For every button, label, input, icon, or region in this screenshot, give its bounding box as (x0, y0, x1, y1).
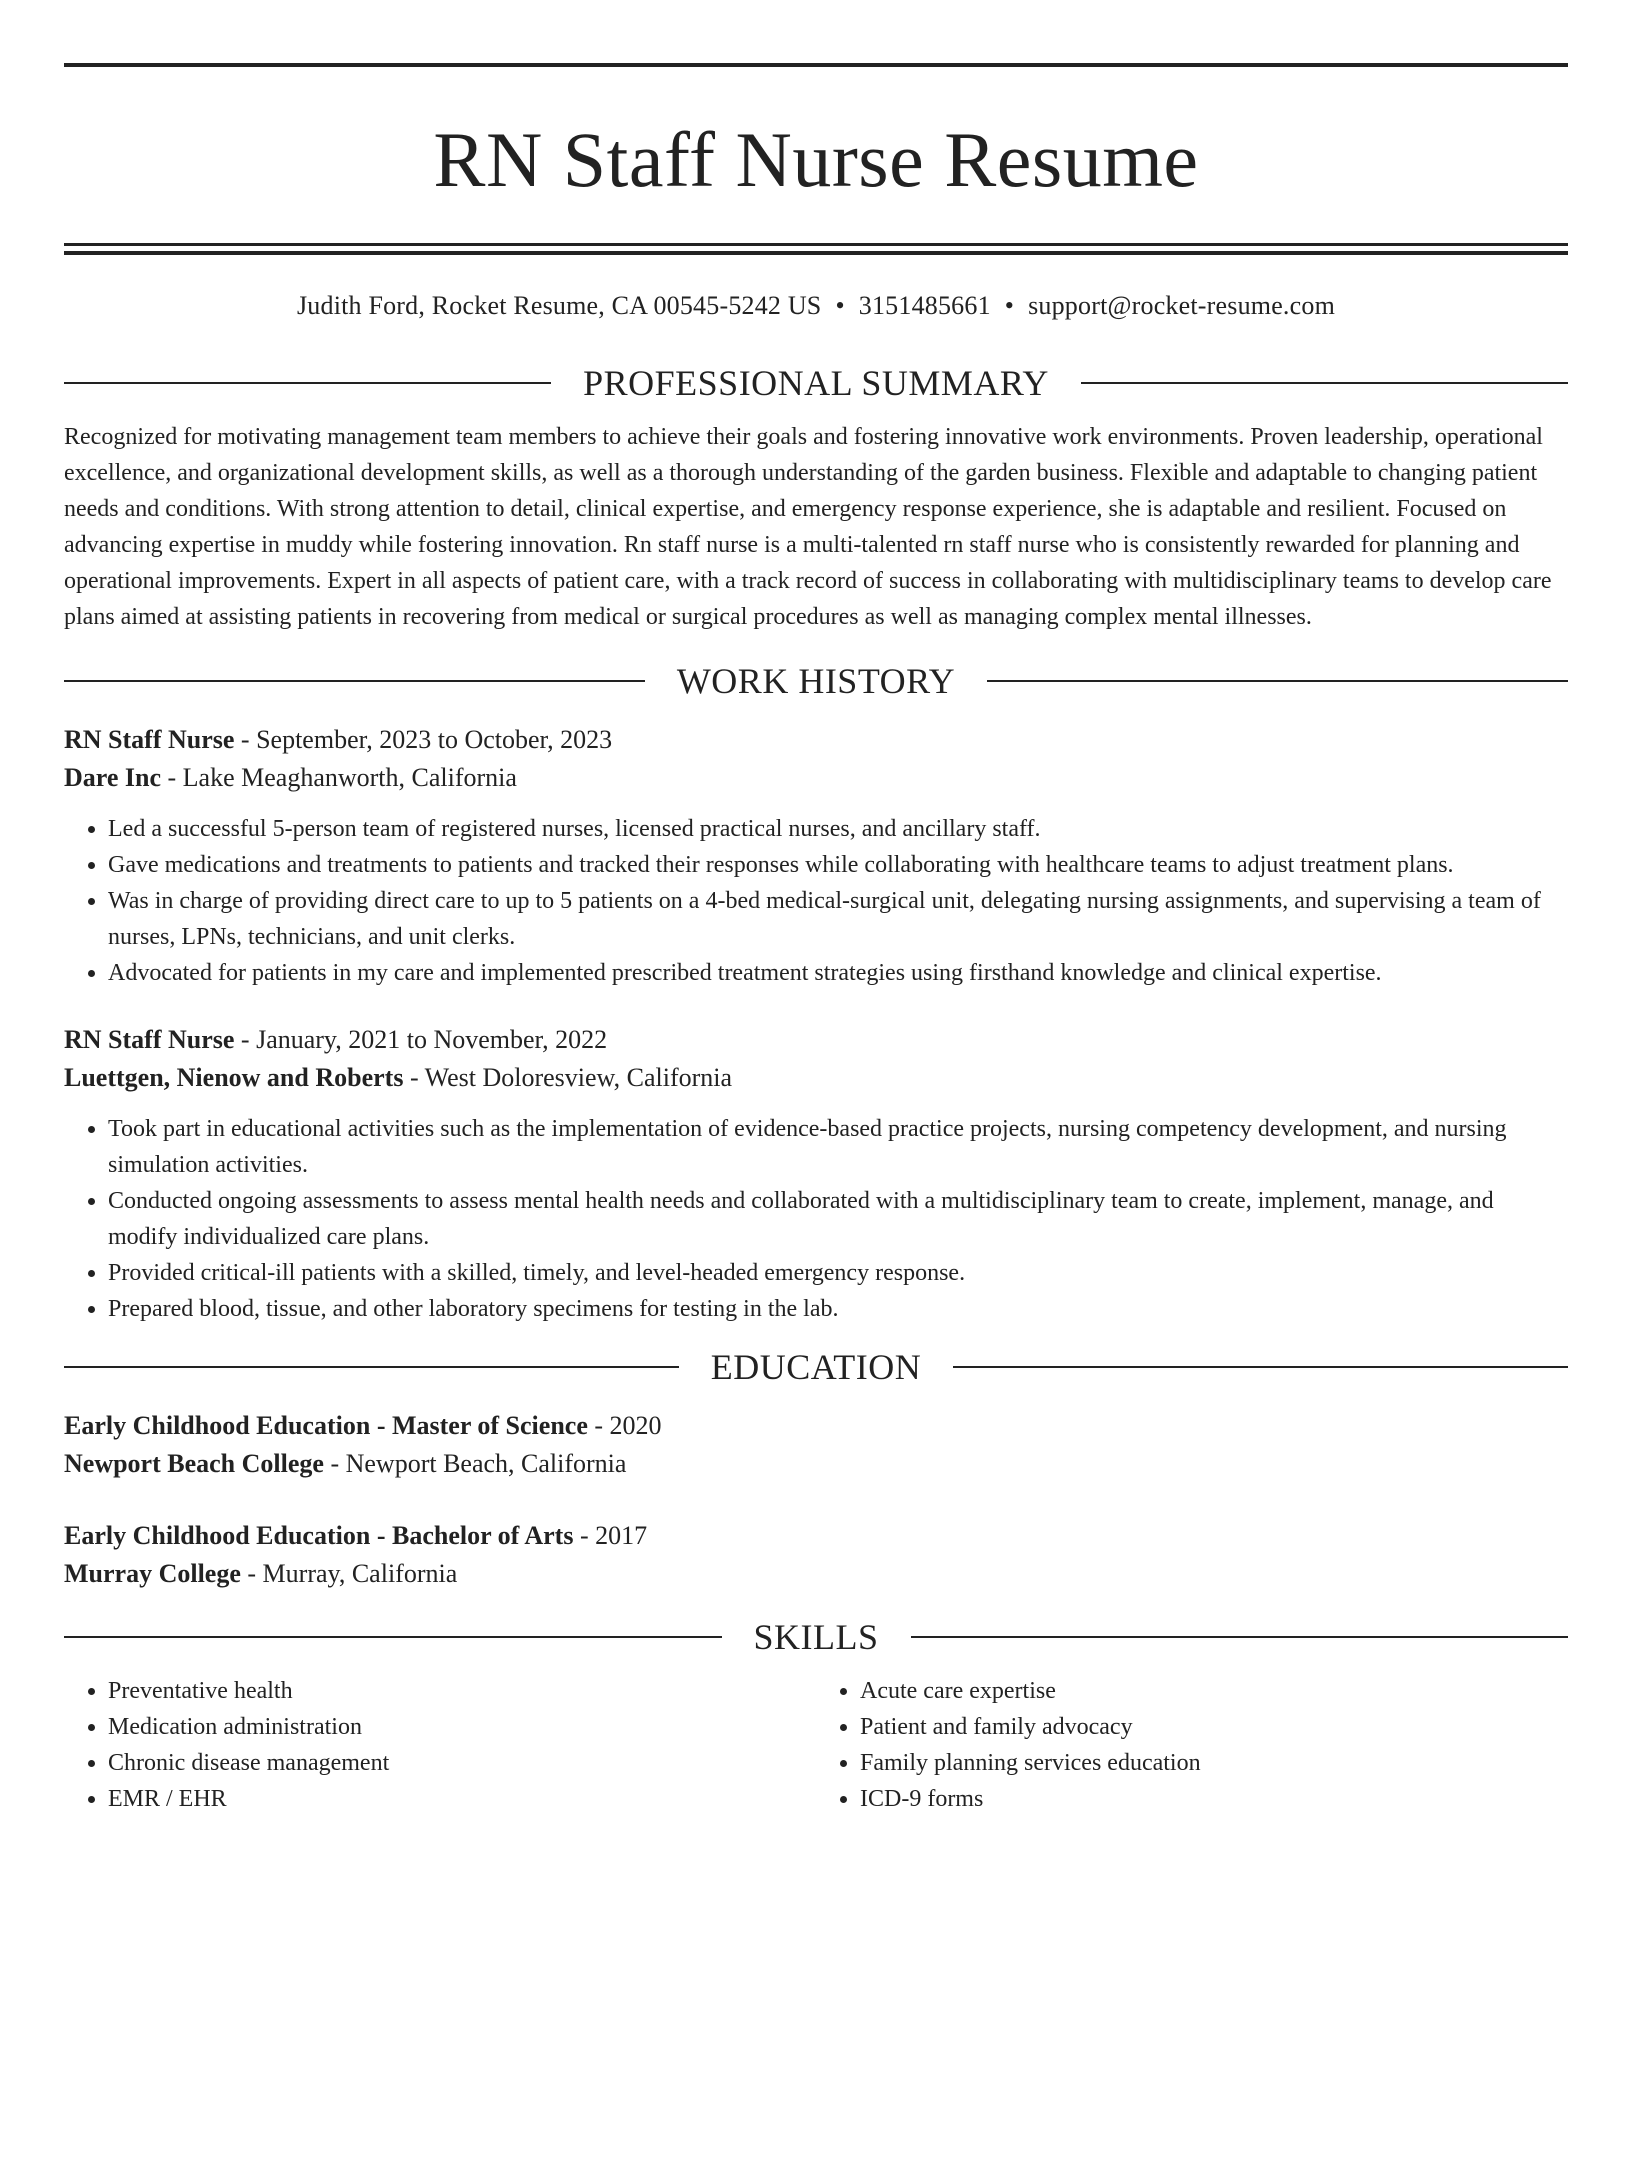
skill-item: • Chronic disease management (108, 1745, 816, 1781)
section-heading-work (64, 661, 1568, 701)
contact-email: support@rocket-resume.com (1028, 291, 1336, 320)
education-year: - 2020 (587, 1411, 662, 1440)
job-dates: - January, 2021 to November, 2022 (234, 1025, 608, 1054)
heading-rule-left (64, 680, 645, 682)
job-bullets (64, 811, 1568, 991)
job-bullet: • Took part in educational activities such as the implementation of evidence-based practice projects, nursing competency development, and nursing simulation activities. (108, 1111, 1568, 1183)
job-company-line (64, 759, 1568, 797)
contact-separator: • (1004, 291, 1015, 320)
skill-item: • Patient and family advocacy (860, 1709, 1568, 1745)
heading-rule-left (64, 382, 551, 384)
section-heading-skills (64, 1617, 1568, 1657)
skill-item: • Family planning services education (860, 1745, 1568, 1781)
job-bullet: • Was in charge of providing direct care to up to 5 patients on a 4-bed medical-surgical unit, delegating nursing assignments, and supervising a team of nurses, LPNs, technicians, and unit clerks. (108, 883, 1568, 955)
section-title-education: EDUCATION (710, 1347, 922, 1387)
heading-rule-right (987, 680, 1568, 682)
skill-item: • EMR / EHR (108, 1781, 816, 1817)
summary-text: Recognized for motivating management team members to achieve their goals and fostering innovative work environments. Proven leadership, operational excellence, and organizational development skills, as well as a thorough understanding of the garden business. Flexible and adaptable to changing patient needs and conditions. With strong attention to detail, clinical expertise, and emergency response experience, she is adaptable and resilient. Focused on advancing expertise in muddy while fostering innovation. Rn staff nurse is a multi-talented rn staff nurse who is consistently rewarded for planning and operational improvements. Expert in all aspects of patient care, with a track record of success in collaborating with multidisciplinary teams to develop care plans aimed at assisting patients in recovering from medical or surgical procedures as well as managing complex mental illnesses. (64, 424, 1552, 630)
skills-list (64, 1673, 816, 1817)
education-entry (64, 1517, 1568, 1593)
job-bullet: • Provided critical-ill patients with a skilled, timely, and level-headed emergency response. (108, 1255, 1568, 1291)
skill-item: • Medication administration (108, 1709, 816, 1745)
section-title-summary: PROFESSIONAL SUMMARY (583, 363, 1049, 403)
job-location: - Lake Meaghanworth, California (161, 763, 517, 792)
heading-rule-right (1081, 382, 1568, 384)
job-bullet: • Conducted ongoing assessments to assess mental health needs and collaborated with a multidisciplinary team to create, implement, manage, and modify individualized care plans. (108, 1183, 1568, 1255)
skill-item: • Acute care expertise (860, 1673, 1568, 1709)
skill-item: • Preventative health (108, 1673, 816, 1709)
contact-separator: • (835, 291, 845, 320)
job-bullets (64, 1111, 1568, 1327)
skills-list (816, 1673, 1568, 1817)
job-bullet: • Led a successful 5-person team of registered nurses, licensed practical nurses, and ancillary staff. (108, 811, 1568, 847)
skills-column-left (64, 1673, 816, 1817)
job-title: RN Staff Nurse (64, 1025, 235, 1054)
education-degree: Early Childhood Education - Master of Science (64, 1411, 588, 1440)
job-bullet: • Gave medications and treatments to patients and tracked their responses while collaborating with healthcare teams to adjust treatment plans. (108, 847, 1568, 883)
job-company: Luettgen, Nienow and Roberts (64, 1063, 404, 1092)
education-entry (64, 1407, 1568, 1483)
skill-item: • ICD-9 forms (860, 1781, 1568, 1817)
section-title-work: WORK HISTORY (676, 661, 956, 701)
job-bullet: • Advocated for patients in my care and implemented prescribed treatment strategies using firsthand knowledge and clinical expertise. (108, 955, 1568, 991)
contact-line (64, 291, 1568, 321)
section-title-skills: SKILLS (753, 1617, 879, 1657)
education-degree: Early Childhood Education - Bachelor of Arts (64, 1521, 574, 1550)
education-school: Murray College (64, 1559, 241, 1588)
skills-grid (64, 1673, 1568, 1817)
education-school-line (64, 1555, 1568, 1593)
education-school-line (64, 1445, 1568, 1483)
job-title-line (64, 721, 1568, 759)
heading-rule-right (953, 1366, 1568, 1368)
resume-page (0, 63, 1632, 2175)
job-entry (64, 721, 1568, 991)
job-title: RN Staff Nurse (64, 725, 235, 754)
job-dates: - September, 2023 to October, 2023 (234, 725, 613, 754)
education-year: - 2017 (573, 1521, 648, 1550)
job-company-line (64, 1059, 1568, 1097)
job-location: - West Doloresview, California (403, 1063, 733, 1092)
education-school: Newport Beach College (64, 1449, 324, 1478)
education-location: - Murray, California (240, 1559, 458, 1588)
education-degree-line (64, 1407, 1568, 1445)
heading-rule-left (64, 1366, 679, 1368)
job-company: Dare Inc (64, 763, 162, 792)
skills-column-right (816, 1673, 1568, 1817)
education-location: - Newport Beach, California (323, 1449, 627, 1478)
job-title-line (64, 1021, 1568, 1059)
page-title: RN Staff Nurse Resume (433, 116, 1199, 203)
section-heading-summary (64, 363, 1568, 403)
contact-address: Judith Ford, Rocket Resume, CA 00545-5242 US (296, 291, 822, 320)
title-double-rule (64, 243, 1568, 255)
job-bullet: • Prepared blood, tissue, and other laboratory specimens for testing in the lab. (108, 1291, 1568, 1327)
contact-phone: 3151485661 (858, 291, 991, 320)
heading-rule-left (64, 1636, 722, 1638)
heading-rule-right (911, 1636, 1569, 1638)
top-rule (64, 63, 1568, 67)
section-heading-education (64, 1347, 1568, 1387)
education-degree-line (64, 1517, 1568, 1555)
job-entry (64, 1021, 1568, 1327)
